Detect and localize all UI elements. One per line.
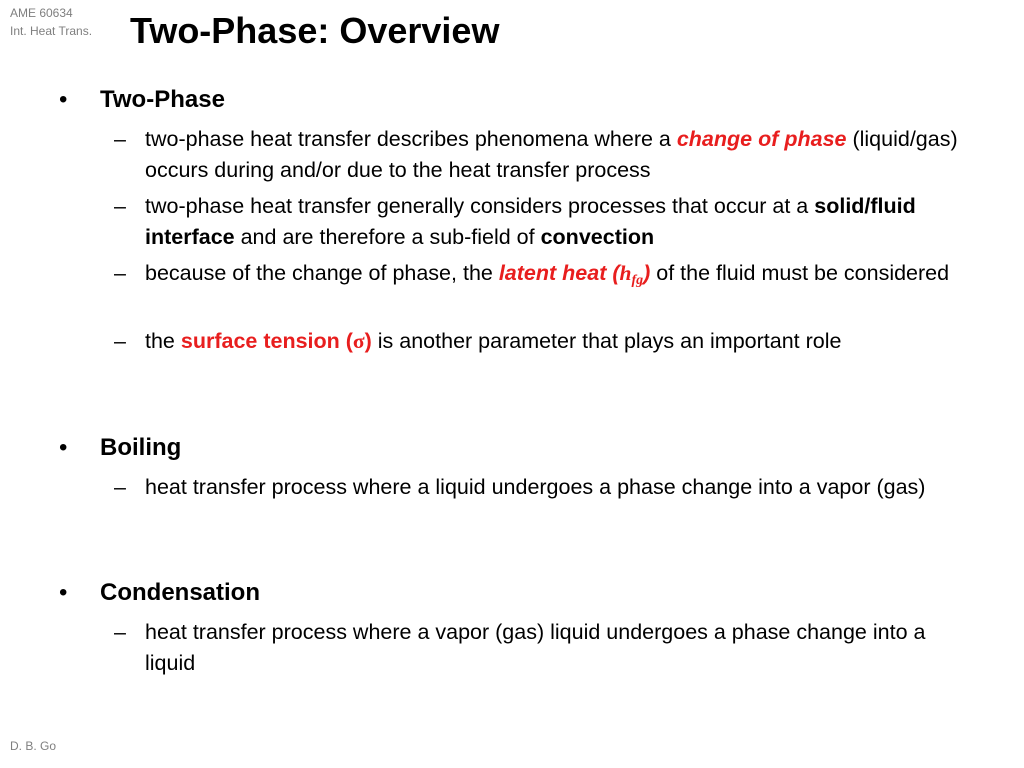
dash-marker: –	[114, 329, 126, 353]
bullet-boiling	[59, 433, 182, 463]
slide-title: Two-Phase: Overview	[130, 10, 500, 51]
bullet-label: Condensation	[100, 579, 260, 606]
bold-term: convection	[540, 225, 655, 249]
course-label	[10, 4, 92, 40]
dash-marker: –	[114, 620, 126, 644]
bullet-label: Two-Phase	[100, 86, 225, 113]
text-run: heat transfer process where a liquid undergoes a phase change into a vapor (gas)	[145, 475, 926, 499]
dash-marker: –	[114, 261, 126, 285]
latent-heat-symbol: h	[619, 261, 632, 285]
text-run: two-phase heat transfer describes phenomena where a	[145, 127, 677, 151]
text-run: two-phase heat transfer generally considers processes that occur at a	[145, 194, 815, 218]
text-run: because of the change of phase, the	[145, 261, 499, 285]
subitem-surface-tension	[114, 326, 975, 357]
text-run: (liquid/gas) occurs during and/or due to the heat transfer process	[145, 127, 958, 182]
bullet-dot: •	[59, 434, 68, 461]
dash-marker: –	[114, 475, 126, 499]
bullet-dot: •	[59, 86, 68, 113]
bullet-label: Boiling	[100, 434, 182, 461]
bullet-condensation	[59, 578, 260, 608]
dash-marker: –	[114, 194, 126, 218]
course-number: AME 60634	[10, 6, 73, 20]
course-name: Int. Heat Trans.	[10, 24, 93, 38]
dash-marker: –	[114, 127, 126, 151]
highlight-term: change of phase	[676, 127, 847, 151]
latent-heat-subscript: fg	[631, 273, 644, 288]
bullet-dot: •	[59, 579, 68, 606]
text-run: of the fluid must be considered	[650, 261, 950, 285]
subitem-condensation-def	[114, 617, 975, 679]
subitem-latent-heat	[114, 258, 975, 296]
highlight-term: )	[643, 261, 651, 285]
bold-term: solid/fluid interface	[145, 194, 916, 249]
highlight-term: )	[364, 329, 372, 353]
subitem-interface	[114, 191, 975, 253]
text-run: is another parameter that plays an important role	[371, 329, 842, 353]
bullet-two-phase	[59, 85, 225, 115]
subitem-change-of-phase	[114, 124, 975, 186]
highlight-term: surface tension (	[180, 329, 353, 353]
highlight-term: latent heat (	[498, 261, 620, 285]
text-run: and are therefore a sub-field of	[234, 225, 541, 249]
text-run: heat transfer process where a vapor (gas) liquid undergoes a phase change into a liquid	[145, 620, 926, 675]
sigma-symbol: σ	[352, 329, 365, 353]
author-footer: D. B. Go	[10, 739, 57, 753]
subitem-boiling-def	[114, 472, 975, 503]
text-run: the	[145, 329, 181, 353]
